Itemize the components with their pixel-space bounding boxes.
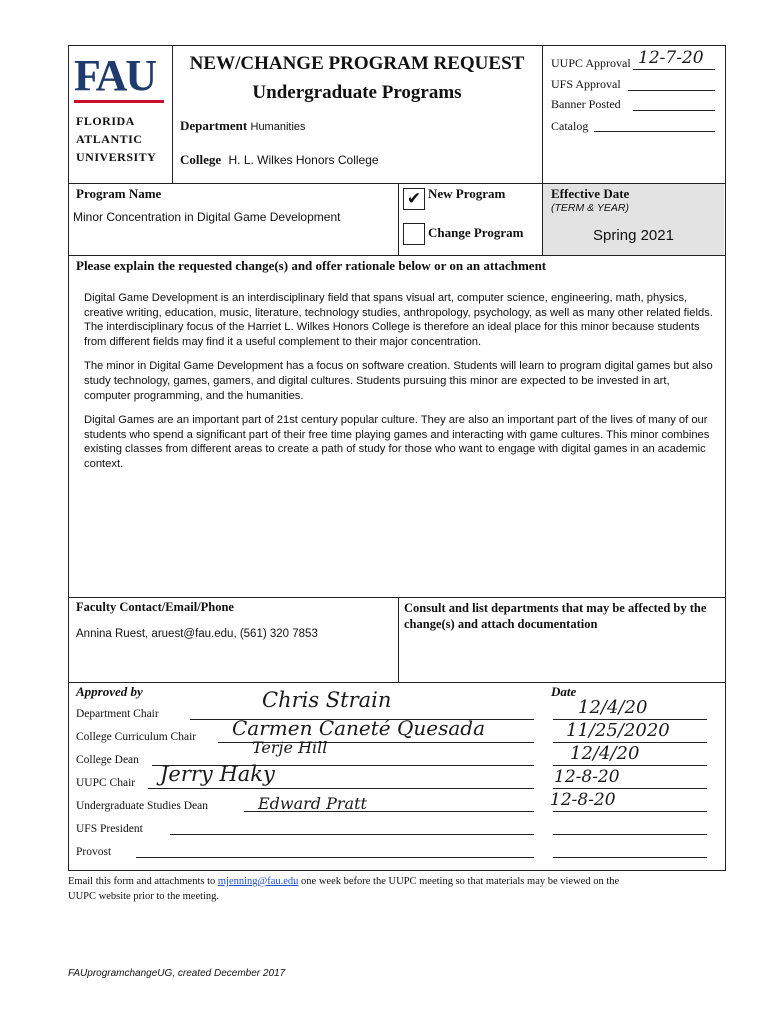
header-divider-right	[542, 45, 543, 183]
uupc-chair-date-line	[553, 788, 707, 789]
program-divider-1	[398, 184, 399, 255]
college-value[interactable]: H. L. Wilkes Honors College	[228, 153, 379, 167]
new-program-label: New Program	[428, 186, 506, 201]
contact-bottom-border	[68, 682, 725, 683]
email-instructions-pre: Email this form and attachments to	[68, 876, 218, 887]
ufs-approval-line[interactable]	[628, 90, 715, 91]
email-instructions-line2: UUPC website prior to the meeting.	[68, 891, 220, 902]
provost-line[interactable]	[136, 857, 534, 858]
college-dean-date-line	[553, 765, 707, 766]
undergraduate-studies-dean-date[interactable]: 12-8-20	[550, 790, 616, 810]
uupc-chair-date[interactable]: 12-8-20	[554, 767, 620, 787]
college-label: College	[180, 152, 222, 167]
faculty-contact-label: Faculty Contact/Email/Phone	[76, 600, 234, 614]
form-title: NEW/CHANGE PROGRAM REQUEST	[189, 53, 525, 74]
department-field	[180, 118, 306, 134]
department-chair-label: Department Chair	[76, 708, 159, 720]
program-name-label: Program Name	[76, 186, 162, 201]
college-dean-label: College Dean	[76, 754, 139, 766]
effective-date-label: Effective Date	[551, 186, 630, 201]
ufs-president-date-line[interactable]	[553, 834, 707, 835]
provost-date-line[interactable]	[553, 857, 707, 858]
undergraduate-studies-dean-date-line	[553, 811, 707, 812]
catalog-line[interactable]	[594, 131, 715, 132]
program-name-value[interactable]: Minor Concentration in Digital Game Development	[73, 210, 341, 224]
form-subtitle: Undergraduate Programs	[252, 82, 462, 103]
undergraduate-studies-dean-signature[interactable]: Edward Pratt	[258, 794, 367, 813]
program-bottom-border	[68, 255, 725, 256]
effective-date-value[interactable]: Spring 2021	[593, 227, 674, 244]
undergraduate-studies-dean-label: Undergraduate Studies Dean	[76, 800, 208, 812]
rationale-heading: Please explain the requested change(s) and offer rationale below or on an attachment	[76, 258, 547, 273]
college-dean-signature[interactable]: Terje Hill	[252, 738, 328, 757]
fau-logo	[74, 51, 166, 106]
provost-label: Provost	[76, 846, 112, 858]
rationale-paragraph: Digital Game Development is an interdisciplinary field that spans visual art, computer science, engineering, math, physics, creative writing, education, music, literature, technology studies, anthropology, psychology, as well as many other related fields. The interdisciplinary focus of the Harriet L. Wilkes Honors College is therefore an ideal place for this minor because students from different fields may find it a useful complement to their major concentration.	[84, 292, 713, 348]
faculty-contact-value[interactable]: Annina Ruest, aruest@fau.edu, (561) 320 7853	[76, 628, 318, 640]
consult-departments-label: Consult and list departments that may be affected by the change(s) and attach documentation	[404, 601, 707, 631]
new-program-checkbox[interactable]	[403, 188, 425, 210]
university-name: FLORIDA ATLANTIC UNIVERSITY	[76, 114, 157, 164]
ufs-approval-label: UFS Approval	[551, 77, 621, 91]
uupc-approval-label: UUPC Approval	[551, 56, 631, 70]
department-label: Department	[180, 118, 248, 133]
form-credit: FAUprogramchangeUG, created December 2017	[68, 968, 286, 979]
email-instructions-post: one week before the UUPC meeting so that materials may be viewed on the	[298, 876, 620, 887]
rationale-text[interactable]	[84, 291, 714, 482]
effective-date-hint: (TERM & YEAR)	[551, 202, 629, 214]
college-field	[180, 152, 379, 168]
change-program-checkbox[interactable]	[403, 223, 425, 245]
email-link[interactable]: mjenning@fau.edu	[217, 876, 299, 887]
uupc-approval-value[interactable]: 12-7-20	[638, 48, 704, 68]
uupc-chair-signature[interactable]: Jerry Haky	[160, 762, 275, 786]
approved-by-heading: Approved by	[76, 684, 143, 699]
rationale-paragraph: Digital Games are an important part of 21st century popular culture. They are also an important part of the lives of many of our students who spend a significant part of their free time playing games and interacting with game cultures. This minor combines existing classes from different areas to create a path of study for those who want to engage with digital games in an academic context.	[84, 414, 710, 470]
logo-underline	[74, 100, 164, 103]
college-curriculum-chair-label: College Curriculum Chair	[76, 731, 197, 743]
ufs-president-line[interactable]	[170, 834, 534, 835]
contact-divider	[398, 597, 399, 682]
banner-posted-line[interactable]	[633, 110, 715, 111]
department-chair-date[interactable]: 12/4/20	[578, 697, 648, 718]
check-mark-icon: ✔	[406, 189, 422, 208]
ufs-president-label: UFS President	[76, 823, 143, 835]
catalog-label: Catalog	[551, 119, 589, 133]
uupc-chair-line	[148, 788, 534, 789]
logo-text: FAU	[74, 51, 156, 100]
college-dean-date[interactable]: 12/4/20	[570, 743, 640, 764]
banner-posted-label: Banner Posted	[551, 97, 621, 111]
college-curriculum-chair-signature[interactable]: Carmen Caneté Quesada	[232, 716, 486, 740]
program-divider-2	[542, 184, 543, 255]
rationale-bottom-border	[68, 597, 725, 598]
email-instructions	[68, 874, 728, 904]
college-curriculum-chair-date[interactable]: 11/25/2020	[566, 720, 670, 741]
uupc-approval-line	[633, 69, 715, 70]
rationale-paragraph: The minor in Digital Game Development has a focus on software creation. Students will learn to program digital games but also study technology, games, gamers, and digital cultures. Students pursuing this minor are expected to be invested in art, computer programming, and the humanities.	[84, 360, 713, 402]
uupc-chair-label: UUPC Chair	[76, 777, 136, 789]
date-heading: Date	[551, 684, 577, 699]
department-value[interactable]: Humanities	[250, 121, 306, 133]
change-program-label: Change Program	[428, 225, 524, 240]
department-chair-signature[interactable]: Chris Strain	[262, 688, 392, 712]
